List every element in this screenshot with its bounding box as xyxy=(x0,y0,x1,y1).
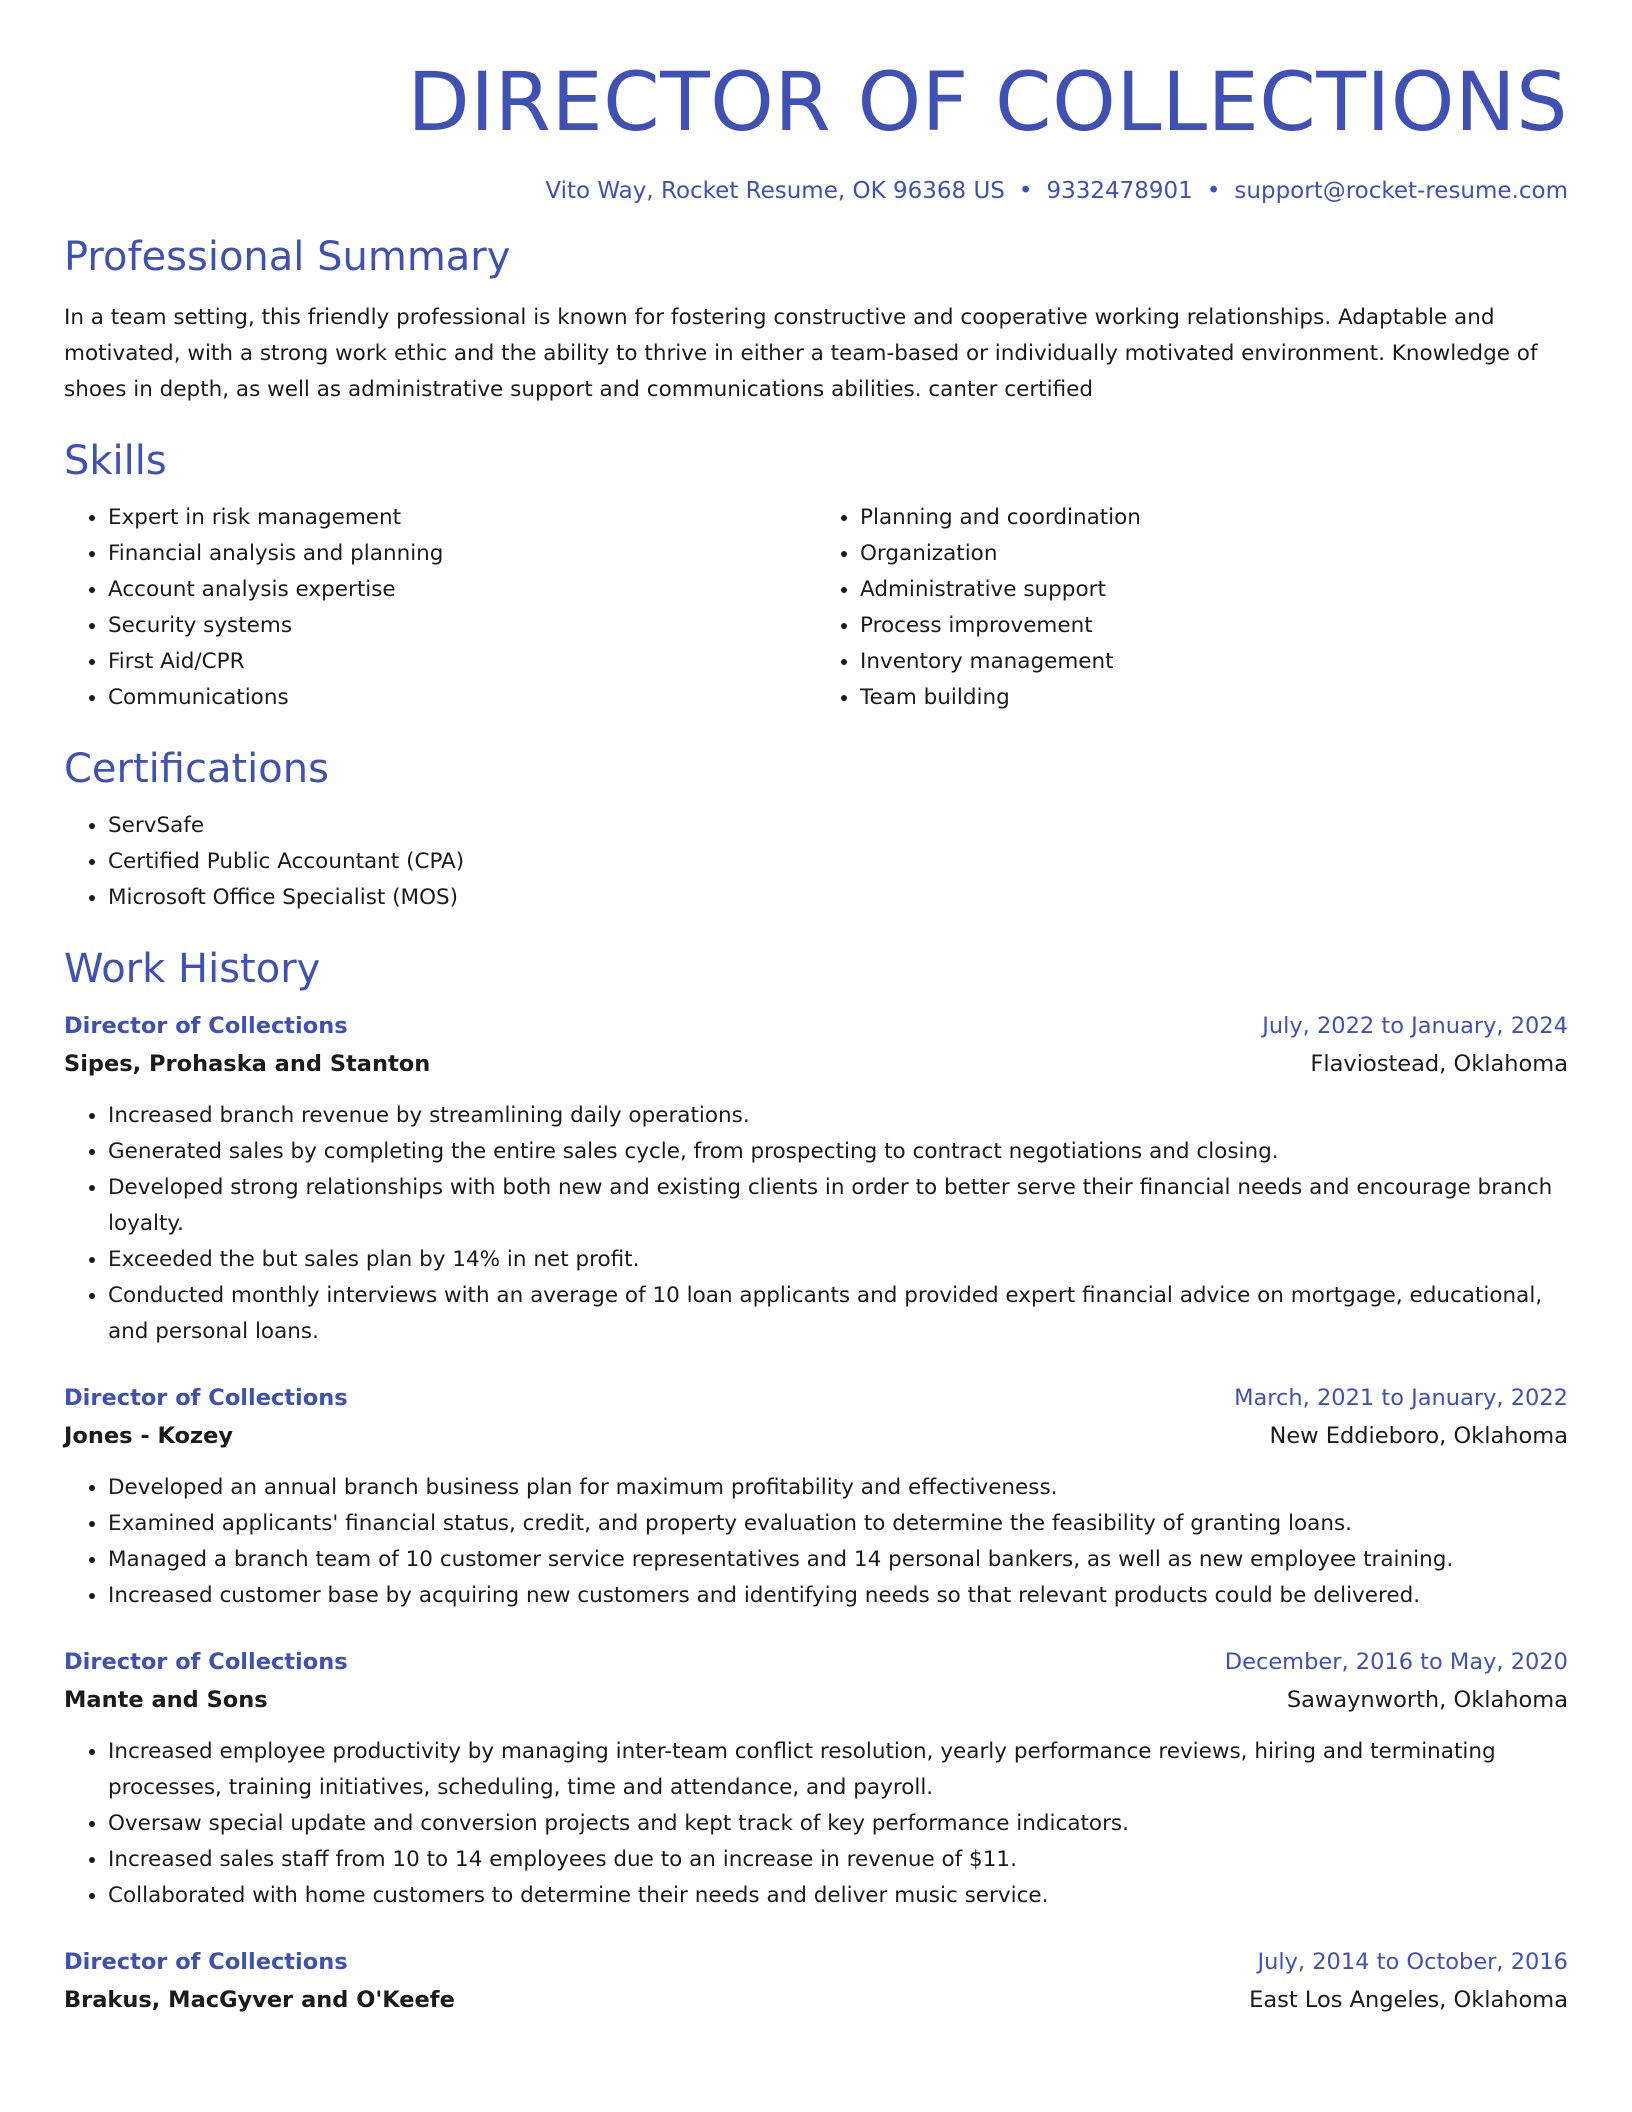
job-title: Director of Collections xyxy=(64,1649,348,1675)
job-bullet: • Increased branch revenue by streamlining daily operations. xyxy=(108,1098,1568,1134)
contact-separator: • xyxy=(1206,178,1221,204)
section-title-summary: Professional Summary xyxy=(64,234,511,280)
job-header xyxy=(64,1944,1568,1980)
skills-list-right xyxy=(816,500,1568,716)
job-bullets xyxy=(64,1098,1568,1350)
job-location: East Los Angeles, Oklahoma xyxy=(1249,1987,1568,2013)
job-entry xyxy=(64,1644,1568,1914)
job-company: Brakus, MacGyver and O'Keefe xyxy=(64,1987,455,2013)
skills-section xyxy=(64,438,1568,716)
job-bullets xyxy=(64,1734,1568,1914)
skills-list-left xyxy=(64,500,816,716)
certifications-section xyxy=(64,746,1568,916)
skill-item: • Expert in risk management xyxy=(108,500,816,536)
job-subheader xyxy=(64,1044,1568,1084)
job-company: Sipes, Prohaska and Stanton xyxy=(64,1051,431,1077)
contact-separator: • xyxy=(1018,178,1033,204)
job-company: Mante and Sons xyxy=(64,1687,268,1713)
job-bullet: • Conducted monthly interviews with an average of 10 loan applicants and provided expert financial advice on mortgage, educational, and personal loans. xyxy=(108,1278,1568,1350)
job-dates: December, 2016 to May, 2020 xyxy=(1224,1649,1568,1675)
certifications-list xyxy=(64,808,1568,916)
certification-item: • ServSafe xyxy=(108,808,1568,844)
resume-header xyxy=(64,0,1568,204)
job-bullet: • Increased customer base by acquiring new customers and identifying needs so that relevant products could be delivered. xyxy=(108,1578,1568,1614)
contact-email: support@rocket-resume.com xyxy=(1234,178,1568,204)
job-bullet: • Managed a branch team of 10 customer service representatives and 14 personal bankers, as well as new employee training. xyxy=(108,1542,1568,1578)
job-company: Jones - Kozey xyxy=(64,1423,234,1449)
job-title: Director of Collections xyxy=(64,1385,348,1411)
skill-item: • Planning and coordination xyxy=(860,500,1568,536)
skill-item: • Communications xyxy=(108,680,816,716)
job-bullets xyxy=(64,1470,1568,1614)
job-entry xyxy=(64,1008,1568,1350)
job-location: Flaviostead, Oklahoma xyxy=(1310,1051,1568,1077)
skill-item: • Financial analysis and planning xyxy=(108,536,816,572)
job-bullet: • Collaborated with home customers to determine their needs and deliver music service. xyxy=(108,1878,1568,1914)
work-section xyxy=(64,946,1568,2020)
skill-item: • Account analysis expertise xyxy=(108,572,816,608)
section-title-work: Work History xyxy=(64,946,321,992)
job-list xyxy=(64,1008,1568,2020)
job-dates: July, 2014 to October, 2016 xyxy=(1257,1949,1568,1975)
skill-item: • First Aid/CPR xyxy=(108,644,816,680)
contact-address: Vito Way, Rocket Resume, OK 96368 US xyxy=(545,178,1005,204)
job-dates: March, 2021 to January, 2022 xyxy=(1234,1385,1568,1411)
job-subheader xyxy=(64,1980,1568,2020)
job-subheader xyxy=(64,1416,1568,1456)
certification-item: • Certified Public Accountant (CPA) xyxy=(108,844,1568,880)
job-bullet: • Increased sales staff from 10 to 14 employees due to an increase in revenue of $11. xyxy=(108,1842,1568,1878)
job-header xyxy=(64,1644,1568,1680)
job-entry xyxy=(64,1944,1568,2020)
skill-item: • Organization xyxy=(860,536,1568,572)
skill-item: • Security systems xyxy=(108,608,816,644)
job-bullet: • Increased employee productivity by managing inter-team conflict resolution, yearly performance reviews, hiring and terminating processes, training initiatives, scheduling, time and attendance, and payroll. xyxy=(108,1734,1568,1806)
contact-phone: 9332478901 xyxy=(1046,178,1193,204)
section-title-certifications: Certifications xyxy=(64,746,329,792)
job-header xyxy=(64,1008,1568,1044)
job-subheader xyxy=(64,1680,1568,1720)
job-bullet: • Developed strong relationships with both new and existing clients in order to better serve their financial needs and encourage branch loyalty. xyxy=(108,1170,1568,1242)
job-location: New Eddieboro, Oklahoma xyxy=(1269,1423,1568,1449)
job-bullet: • Exceeded the but sales plan by 14% in net profit. xyxy=(108,1242,1568,1278)
job-entry xyxy=(64,1380,1568,1614)
job-bullet: • Oversaw special update and conversion projects and kept track of key performance indicators. xyxy=(108,1806,1568,1842)
summary-section xyxy=(64,234,1568,408)
job-bullet: • Developed an annual branch business plan for maximum profitability and effectiveness. xyxy=(108,1470,1568,1506)
resume-name: DIRECTOR OF COLLECTIONS xyxy=(407,56,1568,150)
skill-item: • Administrative support xyxy=(860,572,1568,608)
skills-columns xyxy=(64,500,1568,716)
skill-item: • Inventory management xyxy=(860,644,1568,680)
job-bullet: • Generated sales by completing the entire sales cycle, from prospecting to contract negotiations and closing. xyxy=(108,1134,1568,1170)
job-dates: July, 2022 to January, 2024 xyxy=(1262,1013,1568,1039)
skill-item: • Team building xyxy=(860,680,1568,716)
section-title-skills: Skills xyxy=(64,438,167,484)
job-header xyxy=(64,1380,1568,1416)
certification-item: • Microsoft Office Specialist (MOS) xyxy=(108,880,1568,916)
summary-text: In a team setting, this friendly professional is known for fostering constructive and cooperative working relationships. Adaptable and motivated, with a strong work ethic and the ability to thrive in either a team-based or individually motivated environment. Knowledge of shoes in depth, as well as administrative support and communications abilities. canter certified xyxy=(64,305,1538,402)
contact-line xyxy=(64,178,1568,204)
job-title: Director of Collections xyxy=(64,1949,348,1975)
job-bullet: • Examined applicants' financial status, credit, and property evaluation to determine the feasibility of granting loans. xyxy=(108,1506,1568,1542)
job-title: Director of Collections xyxy=(64,1013,348,1039)
skill-item: • Process improvement xyxy=(860,608,1568,644)
job-location: Sawaynworth, Oklahoma xyxy=(1286,1687,1568,1713)
